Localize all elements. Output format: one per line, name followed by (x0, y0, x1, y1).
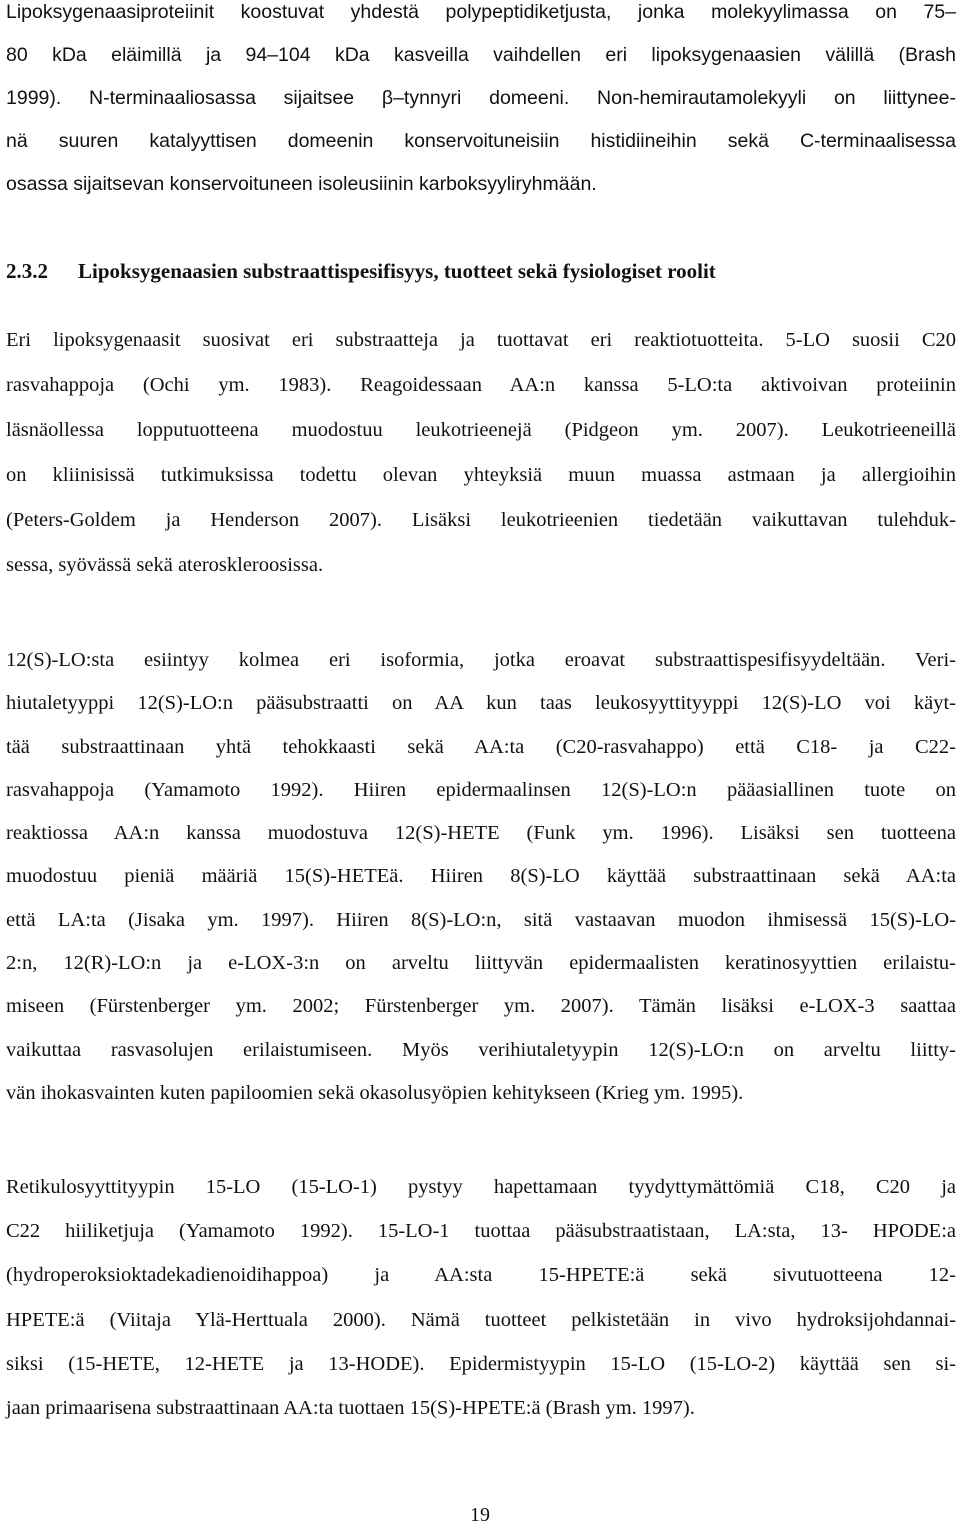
section-heading (6, 254, 716, 288)
text-line: että LA:ta (Jisaka ym. 1997). Hiiren 8(S)-LO:n, sitä vastaavan muodon ihmisessä 15(S)-LO- (6, 908, 956, 931)
text-line: hiutaletyyppi 12(S)-LO:n pääsubstraatti on AA kun taas leukosyyttityyppi 12(S)-LO voi käyt- (6, 692, 956, 715)
text-line: (Peters-Goldem ja Henderson 2007). Lisäksi leukotrieenien tiedetään vaikuttavan tulehduk- (6, 509, 956, 531)
paragraph-lipoxygenase-structure (6, 0, 956, 206)
text-line: nä suuren katalyyttisen domeenin konservoituneisiin histidiineihin sekä C-terminaalisessa (6, 130, 956, 152)
text-line: vaikuttaa rasvasolujen erilaistumiseen. Myös verihiutaletyypin 12(S)-LO:n on arveltu liitty- (6, 1038, 956, 1061)
text-line: reaktiossa AA:n kanssa muodostuva 12(S)-HETE (Funk ym. 1996). Lisäksi sen tuotteena (6, 822, 956, 845)
text-line: rasvahappoja (Ochi ym. 1983). Reagoidessaan AA:n kanssa 5-LO:ta aktivoivan proteiinin (6, 374, 956, 396)
page-number: 19 (470, 1504, 490, 1526)
text-line: 2:n, 12(R)-LO:n ja e-LOX-3:n on arveltu liittyvän epidermaalisten keratinosyyttien erilaistu- (6, 952, 956, 975)
text-line: rasvahappoja (Yamamoto 1992). Hiiren epidermaalinsen 12(S)-LO:n pääasiallinen tuote on (6, 778, 956, 801)
text-line: 80 kDa eläimillä ja 94–104 kDa kasveilla vaihdellen eri lipoksygenaasien välillä (Brash (6, 44, 956, 66)
text-line: (hydroperoksioktadekadienoidihappoa) ja AA:sta 15-HPETE:ä sekä sivutuotteena 12- (6, 1264, 956, 1287)
paragraph-12s-lo-isoforms (6, 639, 956, 1115)
text-line: osassa sijaitsevan konservoituneen isoleusiinin karboksyyliryhmään. (6, 173, 597, 195)
text-line: vän ihokasvainten kuten papiloomien sekä okasolusyöpien kehitykseen (Krieg ym. 1995). (6, 1081, 744, 1104)
text-line: tää substraattinaan yhtä tehokkaasti sekä AA:ta (C20-rasvahappo) että C18- ja C22- (6, 735, 956, 758)
text-line: HPETE:ä (Viitaja Ylä-Herttuala 2000). Nämä tuotteet pelkistetään in vivo hydroksijohdannai- (6, 1308, 956, 1331)
text-line: sessa, syövässä sekä ateroskleroosissa. (6, 554, 324, 576)
text-line: miseen (Fürstenberger ym. 2002; Fürstenberger ym. 2007). Tämän lisäksi e-LOX-3 saattaa (6, 995, 956, 1018)
text-line: Lipoksygenaasiproteiinit koostuvat yhdestä polypeptidiketjusta, jonka molekyylimassa on 75– (6, 1, 956, 23)
paragraph-substrate-specificity (6, 318, 956, 588)
section-number: 2.3.2 (6, 259, 48, 283)
text-line: läsnäollessa lopputuotteena muodostuu leukotrieenejä (Pidgeon ym. 2007). Leukotrieeneillä (6, 419, 956, 441)
text-line: 1999). N-terminaaliosassa sijaitsee β–tynnyri domeeni. Non-hemirautamolekyyli on liittynee- (6, 87, 956, 109)
text-line: C22 hiiliketjuja (Yamamoto 1992). 15-LO-1 tuottaa pääsubstraatistaan, LA:sta, 13- HPODE:a (6, 1220, 956, 1243)
text-line: Eri lipoksygenaasit suosivat eri substraatteja ja tuottavat eri reaktiotuotteita. 5-LO suosii C20 (6, 329, 956, 351)
text-line: siksi (15-HETE, 12-HETE ja 13-HODE). Epidermistyypin 15-LO (15-LO-2) käyttää sen si- (6, 1352, 956, 1375)
text-line: jaan primaarisena substraattinaan AA:ta tuottaen 15(S)-HPETE:ä (Brash ym. 1997). (6, 1396, 695, 1419)
section-title: Lipoksygenaasien substraattispesifisyys, tuotteet sekä fysiologiset roolit (78, 259, 716, 283)
text-line: Retikulosyyttityypin 15-LO (15-LO-1) pystyy hapettamaan tyydyttymättömiä C18, C20 ja (6, 1176, 956, 1198)
text-line: 12(S)-LO:sta esiintyy kolmea eri isoformia, jotka eroavat substraattispesifisyydeltään. Veri- (6, 649, 956, 671)
paragraph-15-lo (6, 1165, 956, 1430)
text-line: on kliinisissä tutkimuksissa todettu olevan yhteyksiä muun muassa astmaan ja allergioihin (6, 464, 956, 486)
text-line: muodostuu pieniä määriä 15(S)-HETEä. Hiiren 8(S)-LO käyttää substraattinaan sekä AA:ta (6, 865, 956, 888)
